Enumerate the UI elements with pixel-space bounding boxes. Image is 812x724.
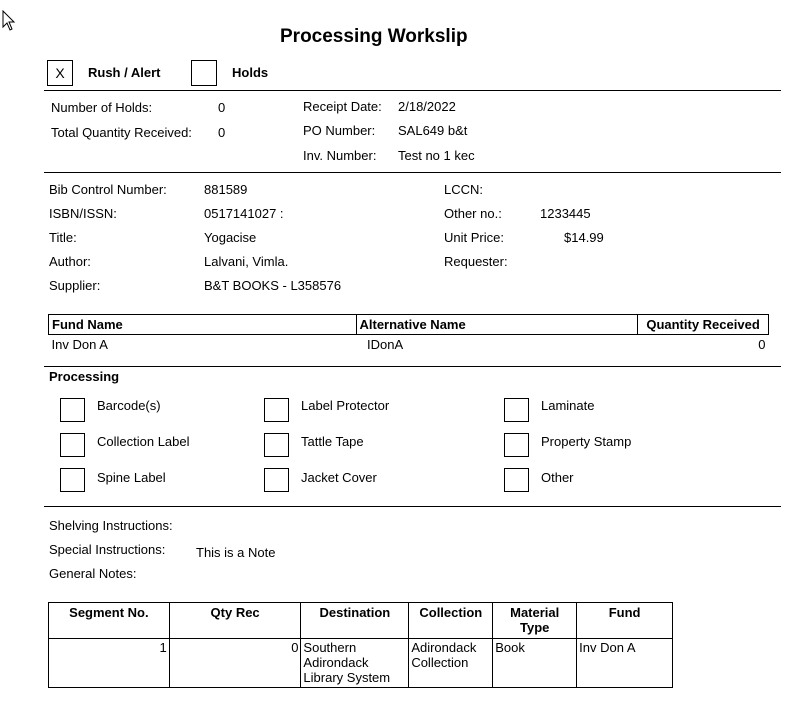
divider (44, 172, 781, 173)
quantity-received-header: Quantity Received (638, 315, 769, 335)
fund-name-cell: Inv Don A (51, 337, 108, 353)
fund-header: Fund (577, 603, 673, 639)
jacket-cover-checkbox[interactable] (264, 468, 289, 492)
bib-control-value: 881589 (204, 182, 248, 197)
alternative-name-cell: IDonA (367, 337, 404, 353)
isbn-label: ISBN/ISSN: (49, 206, 117, 221)
po-number-value: SAL649 b&t (398, 123, 468, 138)
qty-rec-header: Qty Rec (169, 603, 301, 639)
table-row (49, 639, 673, 688)
spine-label-checkbox[interactable] (60, 468, 85, 492)
unit-price-value: $14.99 (564, 230, 604, 245)
segment-table (48, 602, 673, 688)
jacket-cover-label: Jacket Cover (301, 470, 377, 485)
segment-table-header-row (49, 603, 673, 639)
mouse-pointer-icon (2, 10, 16, 32)
special-instructions-value: This is a Note (196, 545, 276, 560)
general-notes-label: General Notes: (49, 566, 137, 581)
fund-name-header: Fund Name (49, 315, 357, 335)
divider (44, 506, 781, 507)
rush-alert-label: Rush / Alert (88, 65, 161, 80)
other-no-value: 1233445 (540, 206, 591, 221)
author-value: Lalvani, Vimla. (204, 254, 289, 269)
collection-label-label: Collection Label (97, 434, 190, 449)
collection-label-checkbox[interactable] (60, 433, 85, 457)
collection-cell: Adirondack Collection (409, 639, 493, 688)
number-of-holds-value: 0 (218, 100, 226, 115)
supplier-value: B&T BOOKS - L358576 (204, 278, 342, 293)
destination-header: Destination (301, 603, 409, 639)
spine-label-label: Spine Label (97, 470, 166, 485)
special-instructions-label: Special Instructions: (49, 542, 166, 557)
author-label: Author: (49, 254, 91, 269)
receipt-date-value: 2/18/2022 (398, 99, 456, 114)
destination-cell: Southern Adirondack Library System (301, 639, 409, 688)
rush-alert-checkbox[interactable]: X (47, 60, 73, 86)
holds-checkbox[interactable] (191, 60, 217, 86)
divider (44, 90, 781, 91)
property-stamp-label: Property Stamp (541, 434, 632, 449)
alternative-name-header: Alternative Name (356, 315, 638, 335)
material-type-header: Material Type (493, 603, 577, 639)
supplier-label: Supplier: (49, 278, 101, 293)
other-checkbox[interactable] (504, 468, 529, 492)
material-type-cell: Book (493, 639, 577, 688)
tattle-tape-checkbox[interactable] (264, 433, 289, 457)
shelving-instructions-label: Shelving Instructions: (49, 518, 173, 533)
total-quantity-value: 0 (218, 125, 226, 140)
page-title: Processing Workslip (280, 26, 468, 47)
laminate-checkbox[interactable] (504, 398, 529, 422)
isbn-value: 0517141027 : (204, 206, 284, 221)
qty-rec-cell: 0 (169, 639, 301, 688)
laminate-label: Laminate (541, 398, 595, 413)
table-row (49, 335, 769, 355)
segment-no-header: Segment No. (49, 603, 170, 639)
po-number-label: PO Number: (303, 123, 376, 138)
bib-control-label: Bib Control Number: (49, 182, 167, 197)
fund-cell: Inv Don A (577, 639, 673, 688)
label-protector-label: Label Protector (301, 398, 390, 413)
fund-table-header-row (49, 315, 769, 335)
label-protector-checkbox[interactable] (264, 398, 289, 422)
inv-number-label: Inv. Number: (303, 148, 377, 163)
barcode-checkbox[interactable] (60, 398, 85, 422)
title-value: Yogacise (204, 230, 257, 245)
requester-label: Requester: (444, 254, 508, 269)
inv-number-value: Test no 1 kec (398, 148, 475, 163)
fund-table (48, 314, 769, 355)
other-label: Other (541, 470, 574, 485)
holds-label: Holds (232, 65, 269, 80)
other-no-label: Other no.: (444, 206, 502, 221)
barcode-label: Barcode(s) (97, 398, 161, 413)
lccn-label: LCCN: (444, 182, 484, 197)
tattle-tape-label: Tattle Tape (301, 434, 364, 449)
unit-price-label: Unit Price: (444, 230, 504, 245)
property-stamp-checkbox[interactable] (504, 433, 529, 457)
divider (44, 366, 781, 367)
receipt-date-label: Receipt Date: (303, 99, 382, 114)
title-label: Title: (49, 230, 77, 245)
collection-header: Collection (409, 603, 493, 639)
processing-heading: Processing (49, 369, 120, 384)
quantity-received-cell: 0 (758, 337, 766, 353)
total-quantity-label: Total Quantity Received: (51, 125, 192, 140)
segment-no-cell: 1 (49, 639, 170, 688)
number-of-holds-label: Number of Holds: (51, 100, 153, 115)
